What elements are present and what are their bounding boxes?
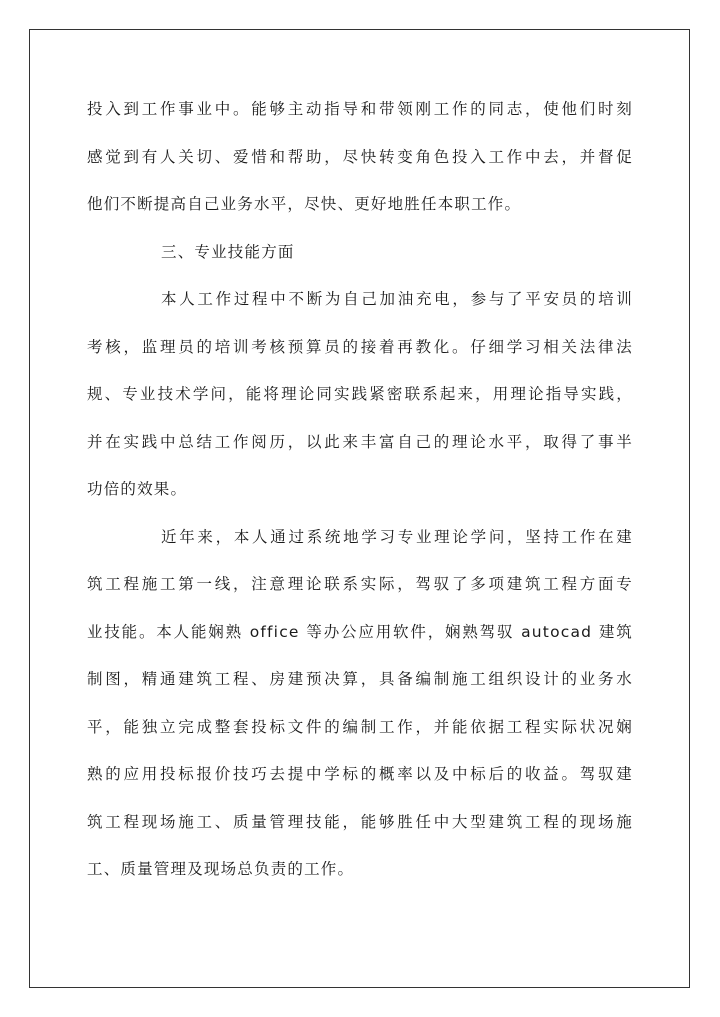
section-heading: 三、专业技能方面 <box>161 242 295 261</box>
paragraph-3-line-4: 制图，精通建筑工程、房建预决算，具备编制施工组织设计的业务水 <box>87 670 633 688</box>
paragraph-3-line-6: 熟的应用投标报价技巧去提中学标的概率以及中标后的收益。驾驭建 <box>87 765 633 783</box>
paragraph-3-line-2: 筑工程施工第一线，注意理论联系实际，驾驭了多项建筑工程方面专 <box>87 575 633 593</box>
paragraph-3-line-8: 工、质量管理及现场总负责的工作。 <box>87 860 355 878</box>
paragraph-2-line-4: 并在实践中总结工作阅历，以此来丰富自己的理论水平，取得了事半 <box>87 432 633 451</box>
paragraph-1-line-1: 投入到工作事业中。能够主动指导和带领刚工作的同志，使他们时刻 <box>87 100 633 118</box>
paragraph-1-line-3: 他们不断提高自己业务水平，尽快、更好地胜任本职工作。 <box>87 195 522 213</box>
paragraph-3-line-1: 近年来，本人通过系统地学习专业理论学问，坚持工作在建 <box>161 527 633 546</box>
paragraph-3-line-3: 业技能。本人能娴熟 office 等办公应用软件，娴熟驾驭 autocad 建筑 <box>87 622 633 641</box>
paragraph-3-line-5: 平，能独立完成整套投标文件的编制工作，并能依据工程实际状况娴 <box>87 717 633 736</box>
paragraph-2-line-3: 规、专业技术学问，能将理论同实践紧密联系起来，用理论指导实践， <box>87 385 633 403</box>
paragraph-2-line-5: 功倍的效果。 <box>87 480 188 498</box>
paragraph-2-line-1: 本人工作过程中不断为自己加油充电，参与了平安员的培训 <box>161 290 633 308</box>
paragraph-3-line-7: 筑工程现场施工、质量管理技能，能够胜任中大型建筑工程的现场施 <box>87 812 633 831</box>
document-body <box>87 86 633 894</box>
paragraph-1-line-2: 感觉到有人关切、爱惜和帮助，尽快转变角色投入工作中去，并督促 <box>87 147 633 166</box>
paragraph-2-line-2: 考核，监理员的培训考核预算员的接着再教化。仔细学习相关法律法 <box>87 337 633 356</box>
